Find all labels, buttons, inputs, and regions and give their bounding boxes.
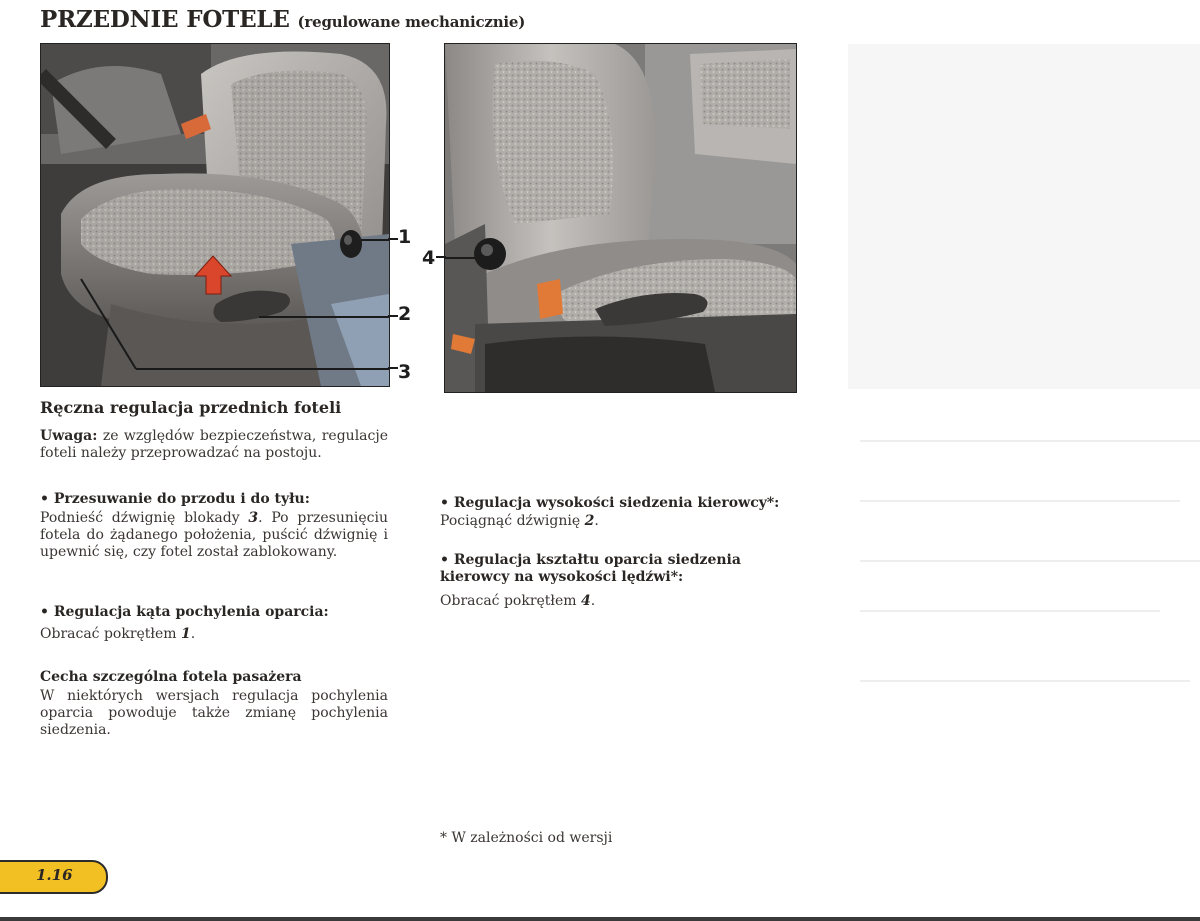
seat-illustration-left: [41, 44, 389, 386]
page-title-main: PRZEDNIE FOTELE: [40, 6, 290, 33]
lumbar-title: • Regulacja kształtu oparcia siedzenia kierowcy na wysokości lędźwi*:: [440, 552, 741, 585]
ref-lever-2: 2: [584, 513, 595, 529]
lumbar-text-b: .: [590, 593, 596, 609]
ref-lever-3: 3: [248, 510, 259, 526]
bleed-through-line: [860, 610, 1160, 612]
page-number: 1.16: [36, 866, 73, 884]
height-text-a: Pociągnąć dźwignię: [440, 513, 585, 529]
callout-4: 4: [422, 247, 436, 269]
passenger-title: Cecha szczególna fotela pasażera: [40, 669, 302, 685]
seat-photo-left: [40, 43, 390, 387]
move-text: [40, 510, 388, 561]
recline-text-b: .: [190, 626, 196, 642]
height-title: • Regulacja wysokości siedzenia kierowcy*:: [440, 495, 780, 511]
move-title: • Przesuwanie do przodu i do tyłu:: [40, 491, 310, 507]
footnote: * W zależności od wersji: [440, 830, 613, 846]
callout-3: 3: [398, 361, 412, 383]
move-text-a: Podnieść dźwignię blokady: [40, 510, 249, 526]
bleed-through-line: [860, 560, 1200, 562]
bleed-through-line: [860, 680, 1190, 682]
passenger-text: W niektórych wersjach regulacja pochylenia oparcia powoduje także zmianę pochylenia siedzenia.: [40, 688, 388, 738]
recline-text: [40, 626, 388, 643]
lumbar-text-a: Obracać pokrętłem: [440, 593, 581, 609]
move-text-b: . Po przesunięciu fotela do żądanego położenia, puścić dźwignię i upewnić się, czy fotel został zablokowany.: [40, 510, 388, 560]
safety-note-text: ze względów bezpieczeństwa, regulacje foteli należy przeprowadzać na postoju.: [40, 428, 388, 461]
height-text-b: .: [594, 513, 599, 529]
callout-leader-right: [436, 255, 446, 259]
ref-knob-1: 1: [180, 626, 191, 642]
bottom-rule: [0, 917, 1200, 921]
recline-text-a: Obracać pokrętłem: [40, 626, 181, 642]
seat-illustration-right: [445, 44, 796, 392]
page-title: [40, 6, 525, 33]
seat-photo-right: [444, 43, 797, 393]
recline-title: • Regulacja kąta pochylenia oparcia:: [40, 604, 329, 620]
bleed-through-line: [860, 500, 1180, 502]
callout-1: 1: [398, 226, 412, 248]
bleed-through-line: [860, 440, 1200, 442]
page-title-subtitle: (regulowane mechanicznie): [297, 13, 526, 31]
section-heading: Ręczna regulacja przednich foteli: [40, 398, 342, 417]
safety-note-label: Uwaga:: [40, 428, 98, 444]
bleed-through-panel: [848, 44, 1200, 389]
ref-knob-4: 4: [580, 593, 591, 609]
height-text: [440, 513, 792, 530]
safety-note: [40, 428, 388, 462]
callout-2: 2: [398, 303, 412, 325]
lumbar-text: [440, 593, 792, 610]
